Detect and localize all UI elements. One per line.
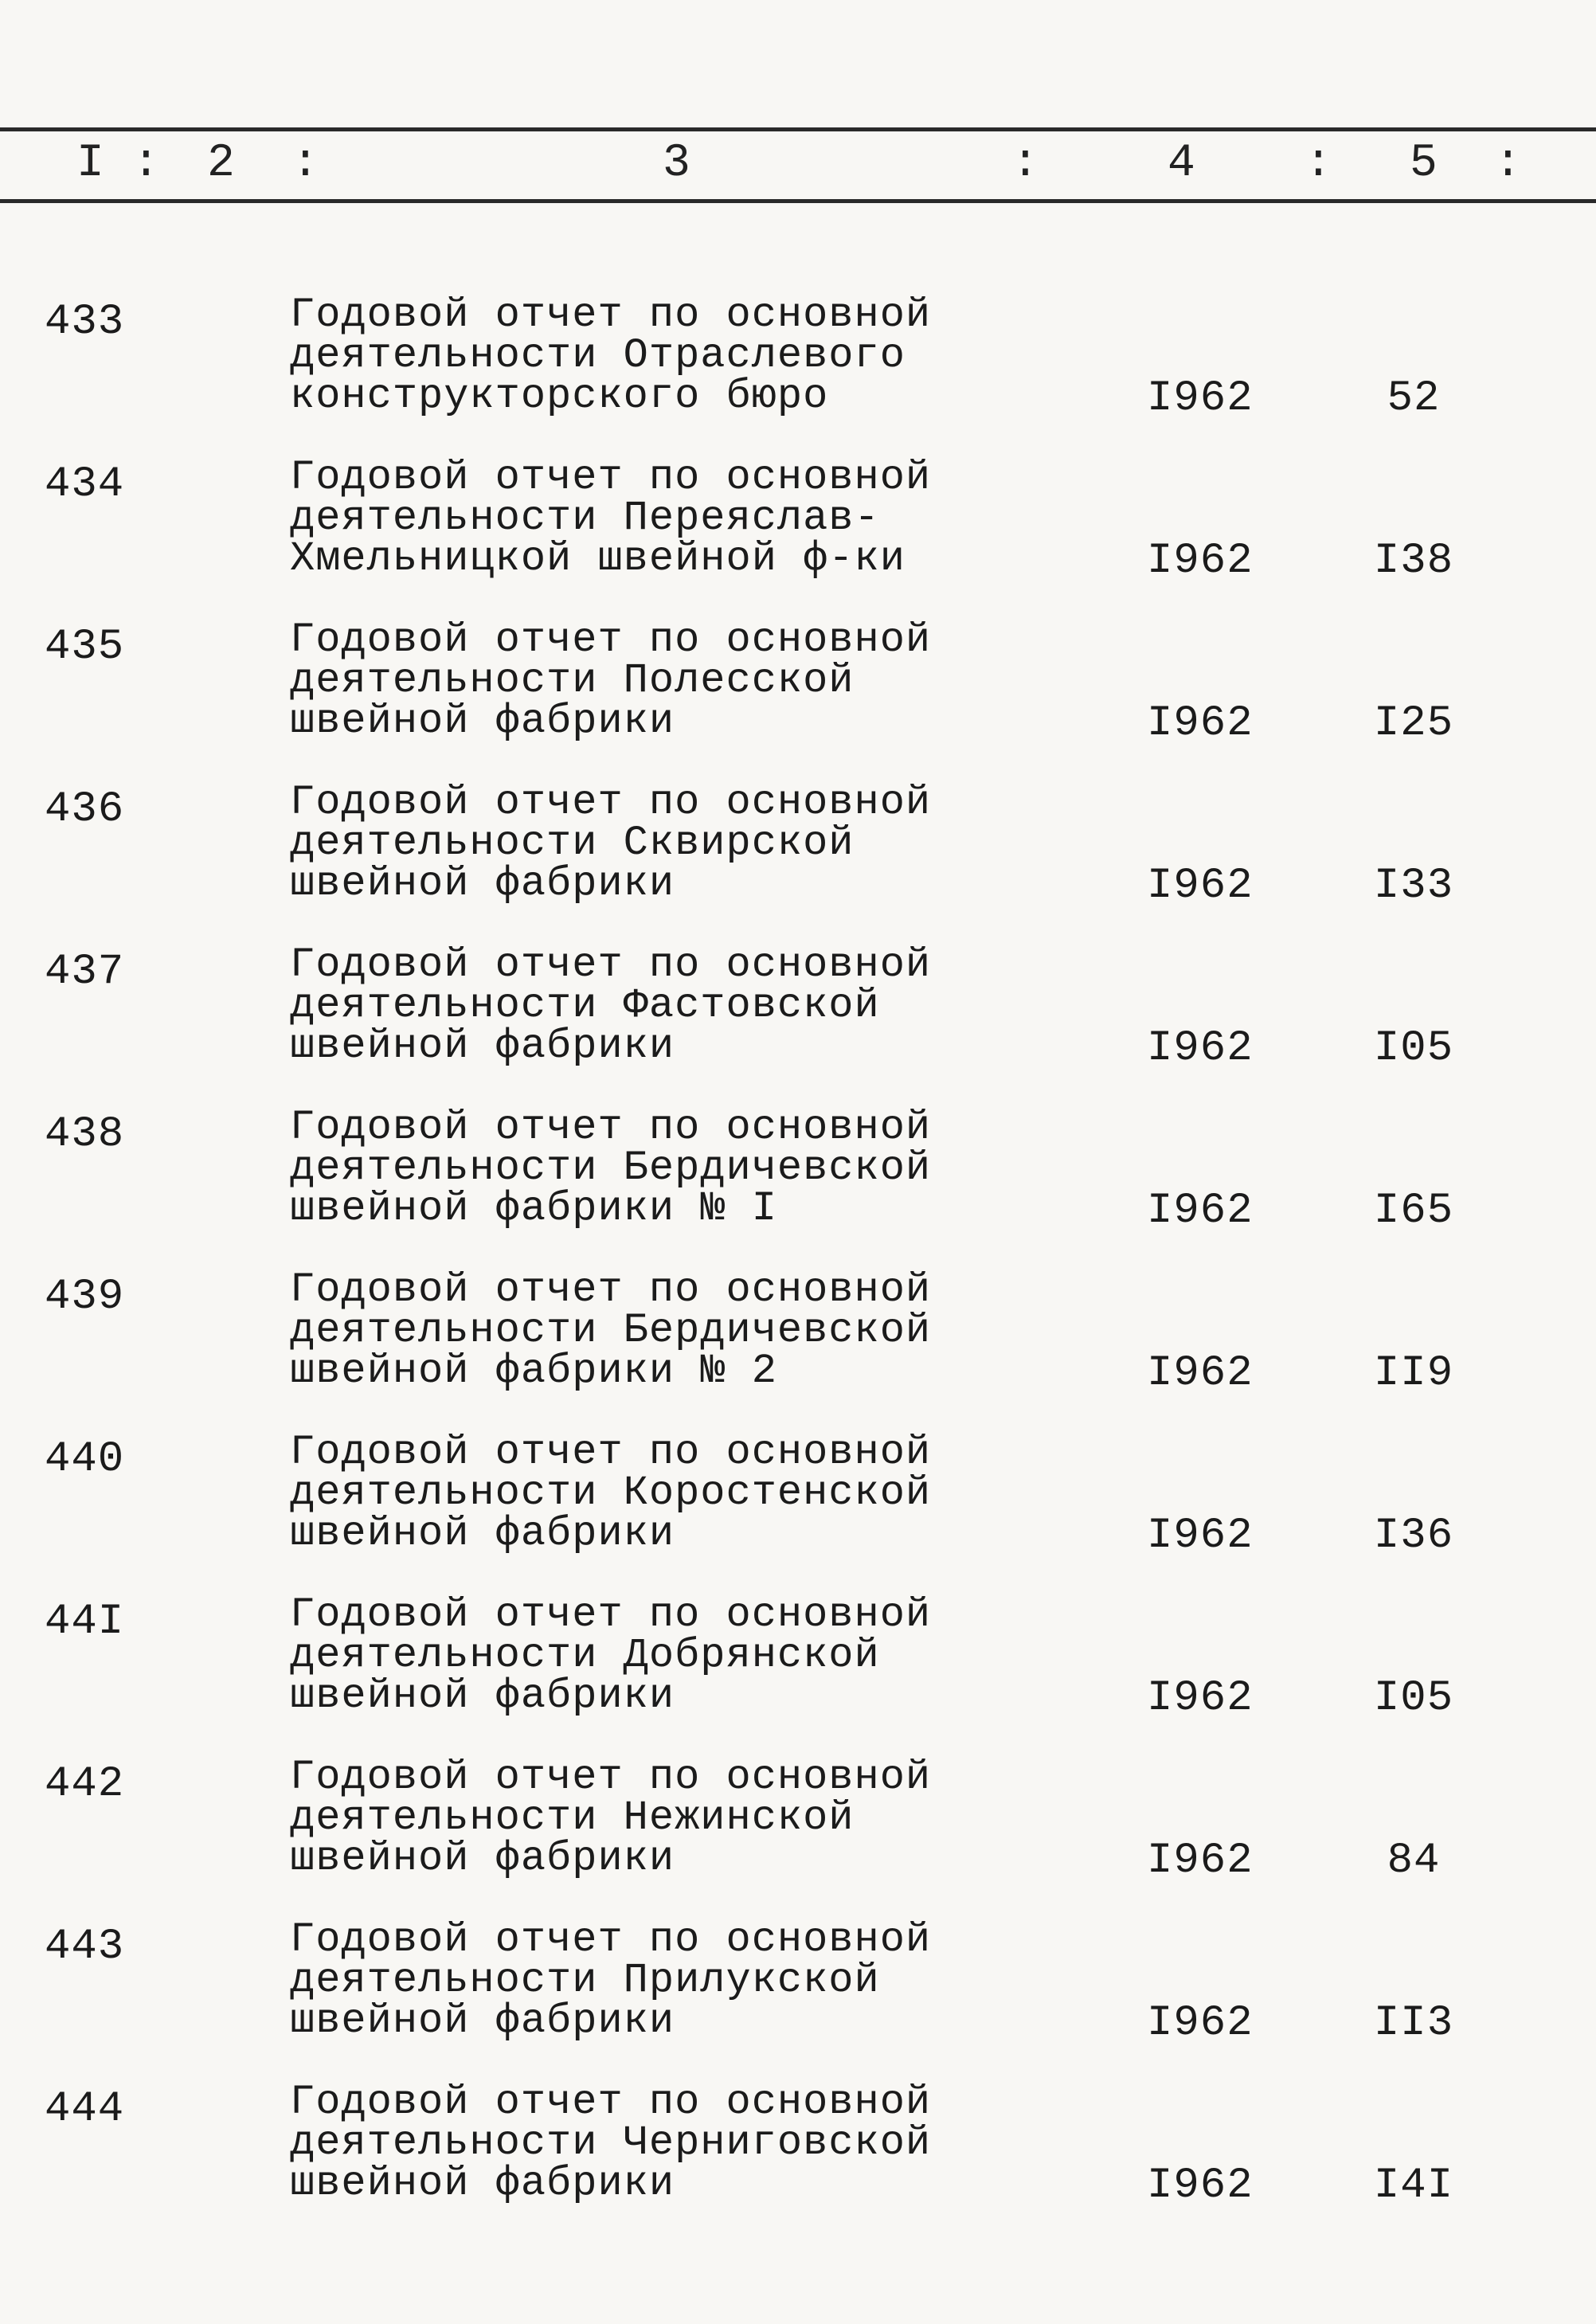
item-title: Годовой отчет по основной деятельности Коростенской швейной фабрики <box>290 1429 932 1557</box>
item-title: Годовой отчет по основной деятельности Черниговской швейной фабрики <box>290 2079 932 2207</box>
table-row <box>0 2074 1596 2236</box>
table-row <box>0 1424 1596 1587</box>
item-title: Годовой отчет по основной деятельности Добрянской швейной фабрики <box>290 1591 932 1720</box>
table-row <box>0 937 1596 1099</box>
header-col-1: I <box>76 138 104 190</box>
header-bottom-rule <box>0 199 1596 203</box>
item-pages: II3 <box>1373 1999 1454 2048</box>
item-pages: I38 <box>1373 537 1454 585</box>
table-row <box>0 1911 1596 2074</box>
header-separator-4: : <box>1305 138 1332 190</box>
item-pages: II9 <box>1373 1349 1454 1398</box>
item-pages: 84 <box>1387 1837 1441 1885</box>
item-year: I962 <box>1147 699 1254 748</box>
item-title: Годовой отчет по основной деятельности Переяслав- Хмельницкой швейной ф-ки <box>290 454 932 582</box>
item-year: I962 <box>1147 1674 1254 1723</box>
inventory-list <box>0 287 1596 2236</box>
item-title: Годовой отчет по основной деятельности Нежинской швейной фабрики <box>290 1754 932 1882</box>
item-year: I962 <box>1147 374 1254 423</box>
item-year: I962 <box>1147 1512 1254 1560</box>
table-row <box>0 449 1596 612</box>
table-row <box>0 287 1596 449</box>
item-title: Годовой отчет по основной деятельности Фастовской швейной фабрики <box>290 941 932 1070</box>
item-year: I962 <box>1147 1187 1254 1235</box>
header-col-4: 4 <box>1168 138 1195 190</box>
item-year: I962 <box>1147 1999 1254 2048</box>
header-separator-2: : <box>291 138 319 190</box>
item-number: 435 <box>45 623 125 671</box>
item-pages: I25 <box>1373 699 1454 748</box>
item-pages: I05 <box>1373 1024 1454 1073</box>
item-pages: I33 <box>1373 862 1454 910</box>
item-number: 433 <box>45 298 125 346</box>
item-pages: I65 <box>1373 1187 1454 1235</box>
item-year: I962 <box>1147 862 1254 910</box>
item-number: 442 <box>45 1760 125 1809</box>
table-row <box>0 1749 1596 1911</box>
item-number: 437 <box>45 948 125 996</box>
item-year: I962 <box>1147 1024 1254 1073</box>
header-separator-3: : <box>1011 138 1039 190</box>
item-number: 443 <box>45 1923 125 1971</box>
item-pages: I05 <box>1373 1674 1454 1723</box>
item-year: I962 <box>1147 537 1254 585</box>
item-year: I962 <box>1147 1349 1254 1398</box>
item-title: Годовой отчет по основной деятельности Прилукской швейной фабрики <box>290 1916 932 2044</box>
item-number: 444 <box>45 2085 125 2134</box>
item-title: Годовой отчет по основной деятельности Полесской швейной фабрики <box>290 616 932 745</box>
item-year: I962 <box>1147 2162 1254 2210</box>
item-title: Годовой отчет по основной деятельности Бердичевской швейной фабрики № 2 <box>290 1266 932 1395</box>
table-row <box>0 774 1596 937</box>
header-top-rule <box>0 127 1596 131</box>
item-pages: I4I <box>1373 2162 1454 2210</box>
item-year: I962 <box>1147 1837 1254 1885</box>
header-col-5: 5 <box>1410 138 1438 190</box>
item-title: Годовой отчет по основной деятельности Отраслевого конструкторского бюро <box>290 291 932 420</box>
item-title: Годовой отчет по основной деятельности Бердичевской швейной фабрики № I <box>290 1104 932 1232</box>
table-row <box>0 1262 1596 1424</box>
item-number: 436 <box>45 785 125 834</box>
header-col-3: 3 <box>663 138 690 190</box>
header-col-2: 2 <box>207 138 235 190</box>
table-row <box>0 612 1596 774</box>
item-number: 434 <box>45 460 125 509</box>
item-number: 439 <box>45 1273 125 1321</box>
item-pages: 52 <box>1387 374 1441 423</box>
item-number: 440 <box>45 1435 125 1484</box>
table-row <box>0 1099 1596 1262</box>
item-pages: I36 <box>1373 1512 1454 1560</box>
header-separator-1: : <box>132 138 160 190</box>
item-number: 438 <box>45 1110 125 1159</box>
item-number: 44I <box>45 1598 125 1646</box>
header-separator-5: : <box>1494 138 1522 190</box>
item-title: Годовой отчет по основной деятельности Сквирской швейной фабрики <box>290 779 932 907</box>
table-row <box>0 1587 1596 1749</box>
